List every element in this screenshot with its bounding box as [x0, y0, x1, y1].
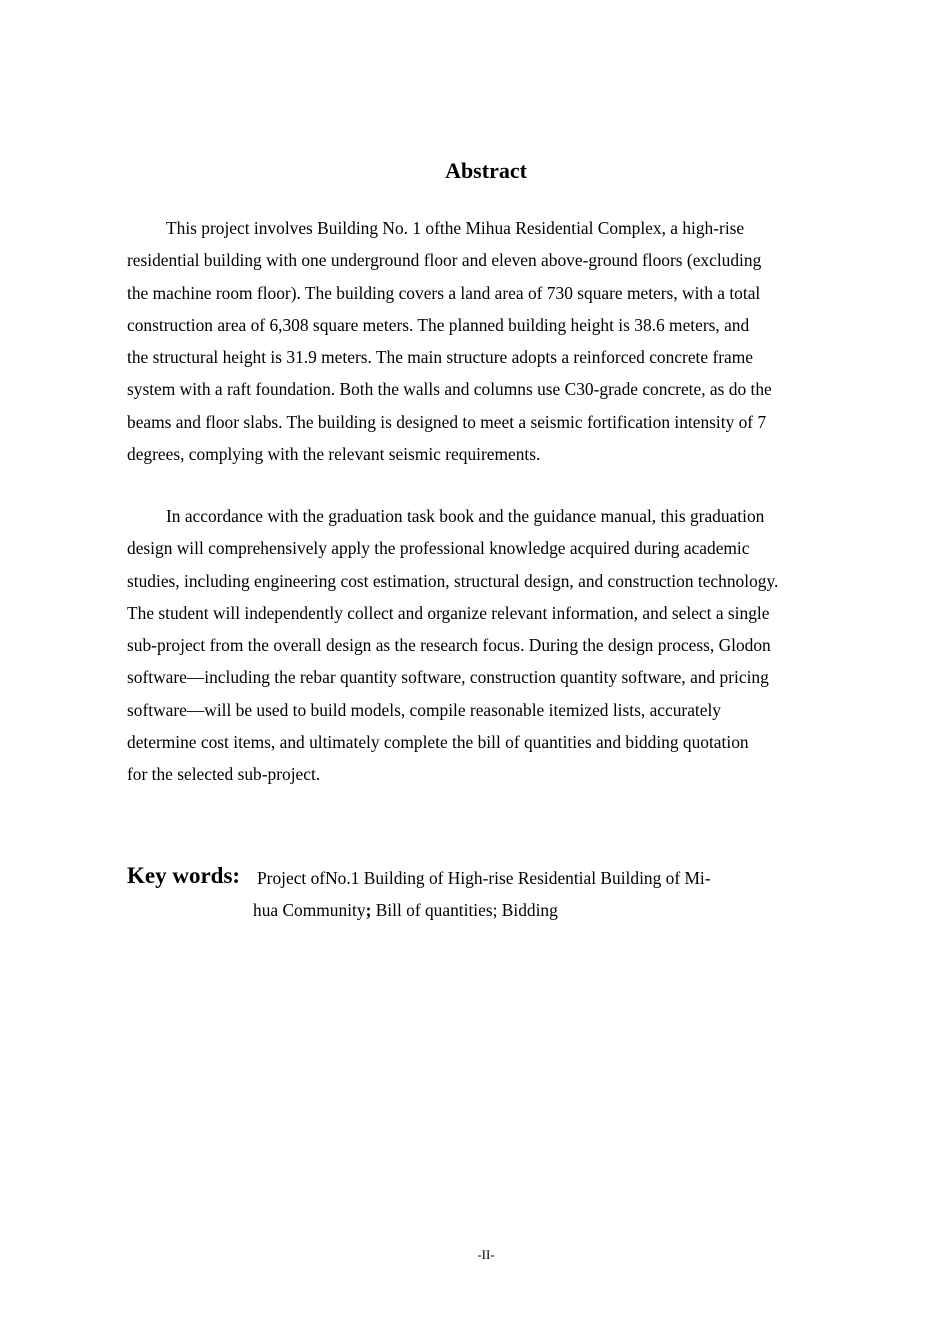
- paragraph-line: degrees, complying with the relevant seismic requirements.: [127, 444, 541, 465]
- paragraph-line: for the selected sub-project.: [127, 764, 321, 785]
- paragraph-line: The student will independently collect and organize relevant information, and select a single: [127, 602, 770, 623]
- paragraph-line: the machine room floor). The building covers a land area of 730 square meters, with a total: [127, 282, 761, 303]
- paragraph-line: beams and floor slabs. The building is designed to meet a seismic fortification intensity of 7: [127, 411, 767, 432]
- paragraph-line: sub-project from the overall design as the research focus. During the design process, Glodon: [127, 635, 771, 656]
- paragraph-line: construction area of 6,308 square meters. The planned building height is 38.6 meters, and: [127, 314, 750, 335]
- paragraph-line: studies, including engineering cost estimation, structural design, and construction technology.: [127, 570, 779, 591]
- paragraph-line: In accordance with the graduation task book and the guidance manual, this graduation: [166, 506, 765, 526]
- keyword-separator: ;: [365, 900, 372, 920]
- paragraph-line: residential building with one underground floor and eleven above-ground floors (excluding: [127, 250, 762, 271]
- keyword-rest: Bill of quantities; Bidding: [371, 900, 558, 920]
- keywords-text: [253, 862, 711, 926]
- keyword-community: hua Community: [253, 900, 366, 920]
- keywords-line-1: Project ofNo.1 Building of High-rise Residential Building of Mi-: [257, 868, 711, 888]
- paragraph-line: determine cost items, and ultimately complete the bill of quantities and bidding quotation: [127, 732, 749, 753]
- paragraph-line: software—including the rebar quantity software, construction quantity software, and pricing: [127, 667, 769, 688]
- paragraph-line: software—will be used to build models, compile reasonable itemized lists, accurately: [127, 699, 722, 720]
- paragraph-line: the structural height is 31.9 meters. The main structure adopts a reinforced concrete frame: [127, 347, 753, 368]
- keywords-label: Key words:: [127, 863, 241, 888]
- abstract-title: Abstract: [445, 158, 527, 183]
- paragraph-line: design will comprehensively apply the professional knowledge acquired during academic: [127, 538, 750, 559]
- keywords-line-2: [253, 894, 711, 926]
- paragraph-line: system with a raft foundation. Both the walls and columns use C30-grade concrete, as do the: [127, 379, 772, 400]
- abstract-paragraph-1: [127, 212, 849, 470]
- paragraph-line: This project involves Building No. 1 ofthe Mihua Residential Complex, a high-rise: [166, 218, 745, 238]
- abstract-paragraph-2: [127, 500, 849, 791]
- page-number: -II-: [477, 1247, 495, 1262]
